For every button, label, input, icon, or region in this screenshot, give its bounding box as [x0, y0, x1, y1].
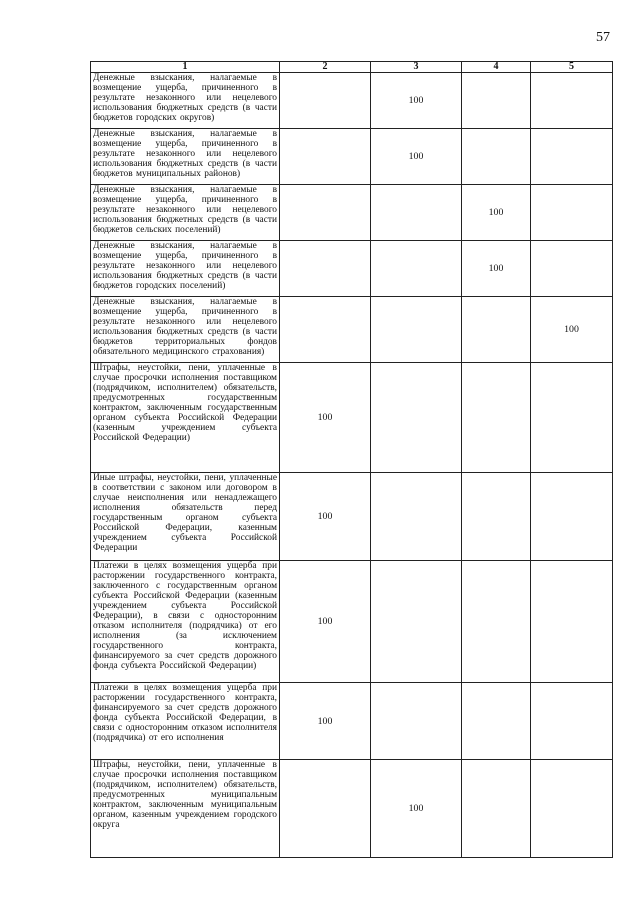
share-col-2: 100 — [280, 473, 371, 561]
table-row — [91, 473, 613, 561]
page-number: 57 — [596, 30, 610, 45]
share-col-5 — [531, 185, 613, 241]
column-header: 3 — [371, 62, 462, 73]
table-row — [91, 129, 613, 185]
revenue-distribution-table — [90, 61, 613, 858]
share-col-4 — [462, 363, 531, 473]
table-row — [91, 760, 613, 858]
share-col-3 — [371, 297, 462, 363]
share-col-2: 100 — [280, 363, 371, 473]
share-col-3 — [371, 473, 462, 561]
table-row — [91, 297, 613, 363]
share-col-5 — [531, 363, 613, 473]
share-col-3 — [371, 185, 462, 241]
share-col-2: 100 — [280, 561, 371, 683]
table-row — [91, 363, 613, 473]
share-col-3: 100 — [371, 129, 462, 185]
share-col-5 — [531, 760, 613, 858]
revenue-description: Денежные взыскания, налагаемые в возмещение ущерба, причиненного в результате незаконного или нецелевого использования бюджетных средств (в части бюджетов городских поселений) — [91, 241, 280, 297]
table-row — [91, 185, 613, 241]
share-col-5 — [531, 683, 613, 760]
share-col-4: 100 — [462, 241, 531, 297]
share-col-4 — [462, 473, 531, 561]
share-col-2 — [280, 297, 371, 363]
revenue-description: Денежные взыскания, налагаемые в возмещение ущерба, причиненного в результате незаконного или нецелевого использования бюджетных средств (в части бюджетов городских округов) — [91, 73, 280, 129]
revenue-description: Денежные взыскания, налагаемые в возмещение ущерба, причиненного в результате незаконного или нецелевого использования бюджетных средств (в части бюджетов сельских поселений) — [91, 185, 280, 241]
revenue-description: Денежные взыскания, налагаемые в возмещение ущерба, причиненного в результате незаконного или нецелевого использования бюджетных средств (в части бюджетов муниципальных районов) — [91, 129, 280, 185]
share-col-4 — [462, 297, 531, 363]
table-row — [91, 683, 613, 760]
share-col-4 — [462, 561, 531, 683]
share-col-3 — [371, 561, 462, 683]
share-col-5: 100 — [531, 297, 613, 363]
share-col-3 — [371, 683, 462, 760]
revenue-description: Денежные взыскания, налагаемые в возмещение ущерба, причиненного в результате незаконного или нецелевого использования бюджетных средств (в части бюджетов территориальных фондов обязательного медицинского страхования) — [91, 297, 280, 363]
share-col-2 — [280, 760, 371, 858]
share-col-2 — [280, 241, 371, 297]
share-col-2 — [280, 185, 371, 241]
share-col-4 — [462, 760, 531, 858]
share-col-2: 100 — [280, 683, 371, 760]
revenue-description: Платежи в целях возмещения ущерба при расторжении государственного контракта, заключенного с государственным органом субъекта Российской Федерации (казенным учреждением субъекта Российской Федерации), в связи с односторонним отказом исполнителя (подрядчика) от его исполнения (за исключением государственного контракта, финансируемого за счет средств дорожного фонда субъекта Российской Федерации) — [91, 561, 280, 683]
share-col-3 — [371, 363, 462, 473]
share-col-3: 100 — [371, 760, 462, 858]
share-col-5 — [531, 561, 613, 683]
share-col-5 — [531, 73, 613, 129]
column-header: 1 — [91, 62, 280, 73]
share-col-4: 100 — [462, 185, 531, 241]
revenue-description: Платежи в целях возмещения ущерба при расторжении государственного контракта, финансируемого за счет средств дорожного фонда субъекта Российской Федерации, в связи с односторонним отказом исполнителя (подрядчика) от его исполнения — [91, 683, 280, 760]
share-col-4 — [462, 129, 531, 185]
share-col-5 — [531, 241, 613, 297]
column-header: 2 — [280, 62, 371, 73]
share-col-2 — [280, 129, 371, 185]
share-col-3: 100 — [371, 73, 462, 129]
revenue-description: Иные штрафы, неустойки, пени, уплаченные в соответствии с законом или договором в случае неисполнения или ненадлежащего исполнения обязательств перед государственным органом субъекта Российской Федерации, казенным учреждением субъекта Российской Федерации — [91, 473, 280, 561]
share-col-2 — [280, 73, 371, 129]
column-header: 4 — [462, 62, 531, 73]
table-row — [91, 561, 613, 683]
revenue-description: Штрафы, неустойки, пени, уплаченные в случае просрочки исполнения поставщиком (подрядчиком, исполнителем) обязательств, предусмотренных государственным контрактом, заключенным государственным органом субъекта Российской Федерации (казенным учреждением субъекта Российской Федерации) — [91, 363, 280, 473]
share-col-3 — [371, 241, 462, 297]
share-col-5 — [531, 473, 613, 561]
share-col-4 — [462, 683, 531, 760]
column-header: 5 — [531, 62, 613, 73]
revenue-description: Штрафы, неустойки, пени, уплаченные в случае просрочки исполнения поставщиком (подрядчиком, исполнителем) обязательств, предусмотренных муниципальным контрактом, заключенным муниципальным органом, казенным учреждением городского округа — [91, 760, 280, 858]
table-row — [91, 241, 613, 297]
table-header-row — [91, 62, 613, 73]
share-col-5 — [531, 129, 613, 185]
table-row — [91, 73, 613, 129]
share-col-4 — [462, 73, 531, 129]
